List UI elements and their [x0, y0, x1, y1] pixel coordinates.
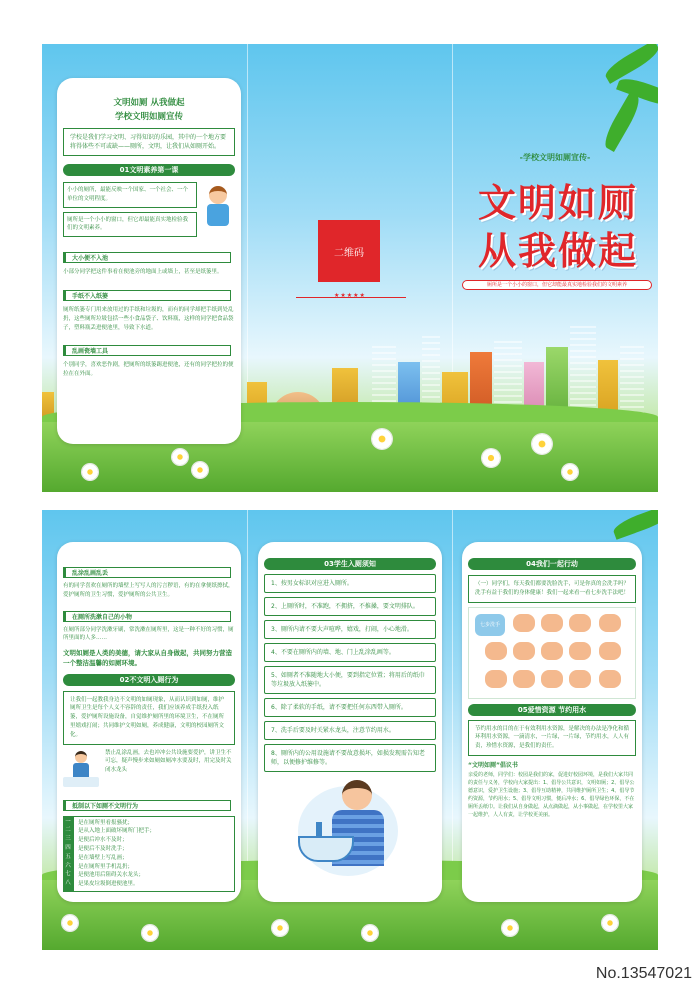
paragraph: 在厕所部分同学洗漱牙刷，常洗漱在厕所里，这是一种不好的习惯，厕所里面的人多…… [63, 626, 234, 642]
list-item: 是便后不及时洗手； [78, 846, 128, 853]
bad-behavior-list [73, 816, 235, 892]
qr-code-placeholder [318, 220, 380, 282]
rules-text: 禁止乱涂乱画，去也冲冲公共设施要爱护，讲卫生不可忘，疑声慢步来如厕如厕冲水要及时，用完及时关闭水龙头 [105, 749, 232, 774]
paragraph-box: （一）同学们，每天我们都要洗脸洗手，可是你真的会洗手吗？洗手有益于我们的身体健康！我们一起来看一看七步洗手法吧！ [468, 575, 636, 603]
rule-item: 6、除了柔软的手纸，请不要把任何东西带入厕所。 [264, 698, 436, 717]
hand-step-icon [599, 614, 621, 632]
section-heading: 02不文明入厕行为 [63, 674, 235, 686]
panel-title: 文明如厕 从我做起 [113, 98, 185, 108]
daisy-flower [532, 434, 552, 454]
qr-label: 二维码 [334, 247, 364, 259]
rule-item: 7、洗手后要及时关紧水龙头，注意节约用水。 [264, 721, 436, 740]
hand-step-icon [485, 642, 507, 660]
hand-step-icon [569, 642, 591, 660]
list-item: 是果皮垃圾倒进便池里。 [78, 881, 139, 888]
child-illustration [201, 182, 235, 237]
watermark-text: No.13547021 [595, 965, 692, 982]
bottom-middle-panel-card [258, 542, 442, 902]
intro-text: 学校是我们学习文明、习得知识的乐园，其中的一个地方要将得体些不可或缺——厕所，文明，让我们从如厕开始。 [63, 128, 235, 156]
bottom-left-panel-card [57, 542, 241, 902]
brochure-outer-side [42, 44, 658, 492]
rule-item: 2、上厕所时，不准跑，不拥挤，不推搡，要文明排队。 [264, 597, 436, 616]
paragraph-box: 节约用水的目的在于有效利用水资源，是解决的办法是净化和循环利用水资源，一滴清水，一片绿，一片绿，节约用水，人人有责，珍惜水资源，是我们的责任。 [468, 720, 636, 756]
daisy-flower [142, 925, 158, 941]
boy-at-sink-illustration [63, 749, 101, 789]
leaf-decoration [602, 44, 658, 84]
list-item: 是便池用后阻碍关水龙头； [78, 872, 145, 879]
cover-banner: 厕所是一个小小的窗口，但它却能最真实地检验我们的文明素养 [462, 280, 652, 290]
proposal-text: 亲爱的老师，同学们：校园是我们的家，促进好校园环境，是我们大家共同的责任与义务，学校向大家提出：1、倡导公共意识，文明如厕；2、倡导公德意识，爱护卫生设施；3、倡导互助精神，共同维护厕所卫生；4、倡导节约资源，节约用水；5、倡导文明习惯，便后冲水；6、倡导绿色环保，不在厕所丢纸巾。让我们从自身做起，从点滴做起，从小事做起，在学校里大家一起维护，人人有责，让学校更美丽。 [468, 771, 635, 818]
quote-box: 小小的厕所，最能反映一个国家、一个社会、一个单位的文明程度。 [63, 182, 197, 208]
hand-step-icon [569, 614, 591, 632]
section-heading: 01文明素养第一课 [63, 164, 235, 176]
paragraph: 厕所纸篓专门用来放用过的手纸和垃圾的，而有的同学却把手纸到处乱扔，这些厕所垃圾包括一些小食品袋子、饮料瓶，这样的同学把食品袋子，塑料瓶丢进便池里，导致下水道。 [63, 306, 234, 331]
daisy-flower [482, 449, 500, 467]
handwash-badge: 七步洗手 [475, 614, 505, 636]
brochure-inner-side [42, 510, 658, 950]
sub-heading: 大小便不入池 [63, 252, 231, 263]
hand-step-icon [599, 642, 621, 660]
daisy-flower [82, 464, 98, 480]
rule-item: 5、如厕者不准随地大小便，要到指定位置；将用后的纸巾等垃圾放入纸篓中。 [264, 666, 436, 694]
list-number-column: 一 二 三 四 五 六 七 八 [63, 816, 73, 892]
quote-box: 厕所是一个小小的窗口，但它却最能真实地检验我们的文明素养。 [63, 212, 197, 238]
cover-headline-line1: 文明如厕 [477, 181, 638, 225]
leaf-decoration [611, 510, 658, 540]
sub-heading: 乱画瓷墙工具 [63, 345, 231, 356]
sub-heading: 抵制以下如厕不文明行为 [63, 800, 231, 811]
hand-step-icon [569, 670, 591, 688]
list-item: 是在厕所里手机乱扔； [78, 863, 134, 870]
rule-item: 3、厕所内请不要大声喧哗，嬉戏，打闹，小心地滑。 [264, 620, 436, 639]
daisy-flower [562, 464, 578, 480]
stars-decoration: ★★★★★ [334, 292, 366, 299]
hand-step-icon [513, 642, 535, 660]
hand-step-icon [541, 614, 563, 632]
left-panel-card [57, 78, 241, 444]
list-item: 是在墙壁上写乱画； [78, 854, 128, 861]
list-item: 是便后冲水不及时； [78, 837, 128, 844]
leaf-decoration [600, 92, 644, 152]
cover-tagline: -学校文明如厕宣传- [519, 153, 591, 162]
daisy-flower [602, 915, 618, 931]
highlight-text: 文明如厕是人类的美德，请大家从自身做起，共同努力营造一个整洁温馨的如厕环境。 [63, 649, 232, 667]
bottom-right-panel-card [462, 542, 642, 902]
list-item: 是在厕所里看报骚扰； [78, 819, 134, 826]
hand-step-icon [599, 670, 621, 688]
section-heading: 04我们一起行动 [468, 558, 636, 570]
section-heading: 05爱惜资源 节约用水 [468, 704, 636, 716]
hand-step-icon [541, 642, 563, 660]
seven-step-handwash-diagram [468, 607, 636, 699]
panel-subtitle: 学校文明如厕宣传 [114, 112, 183, 122]
boy-washing-hands-illustration [258, 776, 442, 876]
hand-step-icon [541, 670, 563, 688]
section-heading: 03学生入厕须知 [264, 558, 436, 570]
hand-step-icon [485, 670, 507, 688]
paragraph: 有的同学喜欢在厕所的墙壁上写写人的污言秽语，有的在拿便纸擦拭，爱护厕所的卫生习惯，爱护厕所的公共卫生。 [63, 583, 234, 598]
proposal-title: “文明如厕”倡议书 [468, 761, 518, 769]
hand-step-icon [513, 614, 535, 632]
rule-item: 8、厕所内的公用设施请不要故意损坏，如损发现需告知老师，以便修护维修等。 [264, 744, 436, 772]
daisy-flower [172, 449, 188, 465]
sub-heading: 在厕所洗漱自己的小物 [63, 611, 231, 622]
rule-item: 4、不要在厕所内的墙、地、门上乱涂乱画等。 [264, 643, 436, 662]
daisy-flower [362, 925, 378, 941]
paragraph: 小部分同学把这件事看在便池旁的地面上或墙上，甚至是纸篓里。 [63, 269, 223, 276]
sub-heading: 手纸不入纸篓 [63, 290, 231, 301]
daisy-flower [502, 920, 518, 936]
daisy-flower [272, 920, 288, 936]
cover-headline-line2: 从我做起 [477, 229, 638, 273]
sub-heading: 乱涂乱画乱丢 [63, 567, 231, 578]
daisy-flower [372, 429, 392, 449]
rule-item: 1、按男女标识对应进入厕所。 [264, 574, 436, 593]
daisy-flower [62, 915, 78, 931]
paragraph-box: 让我们一起教我身边不文明的如厕现象，从而认识到如厕，维护厕所卫生是每个人义不容辞的责任，我们应该养成手纸投入纸篓，爱护厕所设施设备，自觉维护厕所里的环境卫生，不在厕所里嬉戏打闹；共同维护文明如厕，养成健康，文明的校园厕所文化。 [63, 691, 235, 745]
paragraph: 个别同学，喜欢恶作剧，把厕所的纸篓踢进便池，还有的同学把拉的便拉在在外面。 [63, 362, 234, 378]
hand-step-icon [513, 670, 535, 688]
list-item: 是从入地上面破坏厕所门把手； [78, 828, 156, 835]
daisy-flower [192, 462, 208, 478]
